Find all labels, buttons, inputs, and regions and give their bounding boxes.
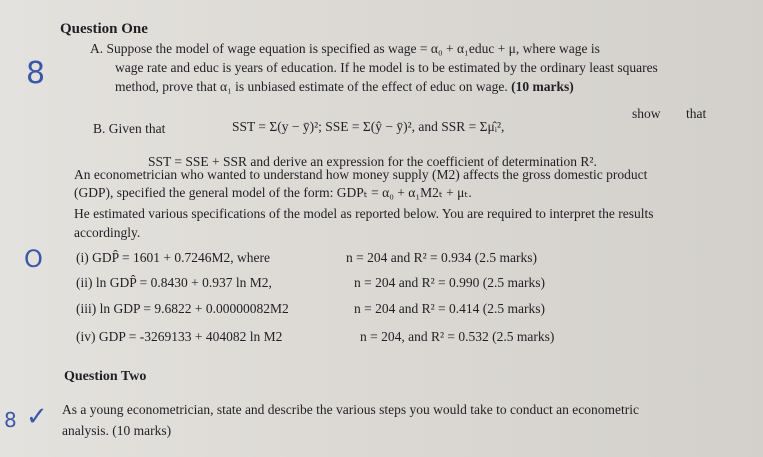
- q1a-line-1: A. Suppose the model of wage equation is specified as wage = α₀ + α₁educ + μ, where wage is: [90, 41, 600, 56]
- model-iii-stat: n = 204 and R² = 0.414 (2.5 marks): [354, 301, 546, 316]
- handwritten-score-0: O: [24, 245, 43, 273]
- q1b-line-2: SST = SSE + SSR and derive an expression for the coefficient of determination R².: [148, 154, 597, 169]
- q2-line-1: As a young econometrician, state and describe the various steps you would take to conduct an econometric: [62, 402, 639, 417]
- question-two-heading: Question Two: [64, 369, 147, 384]
- q1b-prefix: B. Given that: [93, 121, 166, 136]
- model-iii-equation: (iii) ln GDP = 9.6822 + 0.00000082M2: [76, 301, 289, 316]
- check-mark-icon: ✓: [26, 402, 48, 432]
- model-i-stat: n = 204 and R² = 0.934 (2.5 marks): [346, 250, 538, 265]
- intro-line-4: accordingly.: [74, 225, 141, 240]
- q1a-line-2: wage rate and educ is years of education. If he model is to be estimated by the ordinary least squares: [115, 60, 658, 75]
- q1b-formula: SST = Σ(y − ȳ)²; SSE = Σ(ŷ − ȳ)², and SSR = Σμ̂ᵢ²,: [232, 119, 505, 134]
- handwritten-score-8-q2: 8: [4, 408, 17, 432]
- q1a-marks: (10 marks): [511, 79, 574, 94]
- model-ii-equation: (ii) ln GDP̂ = 0.8430 + 0.937 ln M2,: [76, 275, 272, 290]
- model-iv-equation: (iv) GDP = -3269133 + 404082 ln M2: [76, 329, 283, 344]
- q2-line-2: analysis. (10 marks): [62, 423, 172, 438]
- intro-line-3: He estimated various specifications of the model as reported below. You are required to interpret the results: [74, 206, 654, 221]
- model-ii-stat: n = 204 and R² = 0.990 (2.5 marks): [354, 275, 546, 290]
- q1a-line-3: method, prove that α₁ is unbiased estimate of the effect of educ on wage. (10 marks): [115, 79, 574, 94]
- handwritten-score-8: 8: [26, 56, 46, 91]
- question-one-heading: Question One: [60, 21, 148, 37]
- intro-line-2: (GDP), specified the general model of the form: GDPₜ = α₀ + α₁M2ₜ + μₜ.: [74, 185, 472, 200]
- q1b-that: that: [686, 106, 707, 121]
- q1b-show: show: [632, 106, 661, 121]
- model-i-equation: (i) GDP̂ = 1601 + 0.7246M2, where: [76, 250, 270, 265]
- intro-line-1: An econometrician who wanted to understand how money supply (M2) affects the gross domestic product: [74, 167, 648, 182]
- model-iv-stat: n = 204, and R² = 0.532 (2.5 marks): [360, 329, 555, 344]
